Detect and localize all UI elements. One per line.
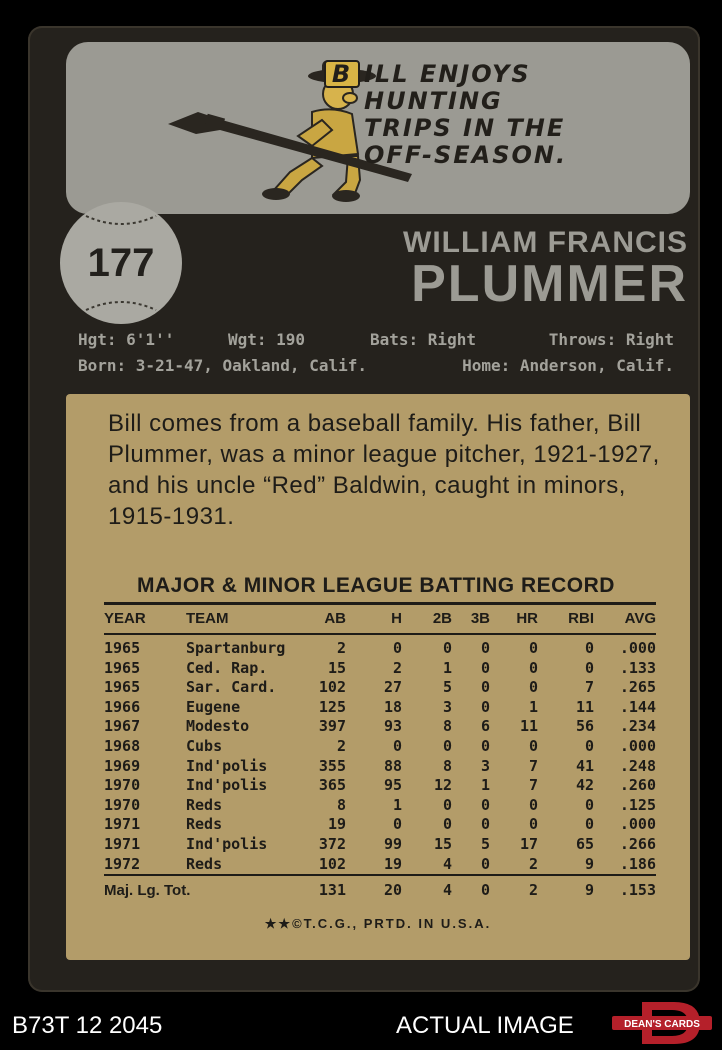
bio-panel [66,394,690,960]
caption-line-4: OFF-SEASON. [364,141,568,169]
table-cell: 42 [575,776,594,795]
col-hr: HR [490,608,538,634]
table-cell: Spartanburg [186,639,286,657]
table-cell: 0 [584,736,594,755]
table-cell: 0 [528,815,538,834]
table-cell: 102 [318,678,346,697]
record-rule [104,602,656,605]
table-cell: 56 [575,717,594,736]
table-cell: Cubs [186,736,223,755]
col-avg: AVG [594,608,656,634]
table-cell: 4 [442,854,452,873]
table-cell: .234 [619,717,656,736]
born-value: Born: 3-21-47, Oakland, Calif. [78,356,367,375]
table-cell: Modesto [186,717,250,736]
table-cell: Reds [186,815,223,834]
bio-text: Bill comes from a baseball family. His father, Bill Plummer, was a minor league pitcher, 1921-1927, and his uncle “Red” Baldwin, caught in minors, 1915-1931. [108,410,660,530]
inventory-code: B73T 12 2045 [12,1012,163,1039]
totals-avg: .153 [594,875,656,901]
table-cell: 0 [528,678,538,697]
table-cell: 11 [519,717,538,736]
table-row [104,776,656,796]
table-cell: 1965 [104,658,141,677]
table-row [104,796,656,816]
table-row [104,698,656,718]
record-title: MAJOR & MINOR LEAGUE BATTING RECORD [137,574,615,597]
table-cell: 2 [528,854,538,873]
table-cell: 0 [584,815,594,834]
table-row [104,815,656,835]
table-cell: 0 [480,658,490,677]
table-cell: 7 [584,678,594,697]
col-year: YEAR [104,608,166,634]
table-cell: 2 [392,658,402,677]
totals-h: 20 [346,875,402,901]
table-cell: 88 [383,756,402,775]
table-cell: 0 [480,815,490,834]
table-cell: 1972 [104,854,141,873]
table-cell: Ced. Rap. [186,658,268,677]
table-row [104,717,656,737]
table-cell: Reds [186,795,223,814]
table-cell: 0 [480,795,490,814]
table-row [104,855,656,876]
table-cell: 365 [318,776,346,795]
table-cell: 12 [433,776,452,795]
table-cell: 5 [442,678,452,697]
table-cell: 0 [584,795,594,814]
table-cell: 2 [336,639,346,657]
table-cell: 1965 [104,678,141,697]
col-h: H [346,608,402,634]
table-cell: 1 [442,658,452,677]
table-cell: Ind'polis [186,776,268,795]
table-cell: 1971 [104,834,141,853]
table-cell: 2 [336,736,346,755]
table-cell: 7 [528,776,538,795]
col-3b: 3B [452,608,490,634]
table-cell: Sar. Card. [186,678,277,697]
copyright-line: ★★©T.C.G., PRTD. IN U.S.A. [264,916,492,931]
bats-value: Bats: Right [370,330,476,349]
table-cell: 6 [480,717,490,736]
totals-label: Maj. Lg. Tot. [104,875,294,901]
player-first-names: WILLIAM FRANCIS [403,226,688,259]
totals-hr: 2 [490,875,538,901]
table-cell: 0 [442,815,452,834]
table-cell: 0 [584,658,594,677]
table-cell: 0 [392,736,402,755]
table-cell: 1 [480,776,490,795]
table-cell: 99 [383,834,402,853]
table-cell: 8 [336,795,346,814]
table-cell: Ind'polis [186,756,268,775]
table-cell: 0 [442,639,452,657]
table-cell: 0 [528,658,538,677]
weight-value: Wgt: 190 [228,330,306,349]
caption-line-1: ILL ENJOYS [364,60,531,88]
table-cell: 9 [584,854,594,873]
table-cell: 17 [519,834,538,853]
table-cell: 1970 [104,795,141,814]
table-cell: .000 [619,639,656,657]
table-cell: 93 [383,717,402,736]
card-back [28,26,700,992]
table-cell: 1967 [104,717,141,736]
deans-cards-logo-icon [612,1000,712,1046]
table-cell: 1971 [104,815,141,834]
table-cell: 0 [480,697,490,716]
table-body [104,634,656,875]
table-cell: 3 [442,697,452,716]
table-cell: 372 [318,834,346,853]
totals-2b: 4 [402,875,452,901]
totals-ab: 131 [294,875,346,901]
table-row [104,659,656,679]
table-header-row [104,608,656,634]
player-last-name: PLUMMER [411,255,688,313]
table-cell: 0 [392,639,402,657]
caption-initial: B [324,60,360,88]
table-row [104,757,656,777]
table-cell: 1968 [104,736,141,755]
table-cell: 0 [528,795,538,814]
table-row [104,835,656,855]
table-cell: .000 [619,736,656,755]
cartoon-caption [324,60,684,169]
batting-record-table [104,608,656,901]
table-cell: Eugene [186,697,241,716]
table-cell: 1 [528,697,538,716]
table-cell: 0 [480,678,490,697]
table-cell: Reds [186,854,223,873]
table-cell: .133 [619,658,656,677]
caption-line-3: TRIPS IN THE [364,114,566,142]
totals-3b: 0 [452,875,490,901]
table-cell: 0 [480,639,490,657]
table-cell: Ind'polis [186,834,268,853]
col-ab: AB [294,608,346,634]
table-cell: 95 [383,776,402,795]
throws-value: Throws: Right [548,330,674,349]
table-cell: 19 [327,815,346,834]
table-cell: 0 [528,736,538,755]
home-value: Home: Anderson, Calif. [462,356,674,375]
table-cell: 18 [383,697,402,716]
table-cell: .144 [619,697,656,716]
table-cell: 8 [442,756,452,775]
table-cell: 15 [433,834,452,853]
table-cell: 1970 [104,776,141,795]
table-cell: 19 [383,854,402,873]
table-cell: .186 [619,854,656,873]
table-row [104,678,656,698]
table-cell: 0 [392,815,402,834]
cartoon-panel [66,42,690,214]
table-cell: .248 [619,756,656,775]
table-cell: 27 [383,678,402,697]
table-cell: 41 [575,756,594,775]
table-cell: 125 [318,697,346,716]
logo-text: DEAN'S CARDS [624,1019,700,1030]
totals-row [104,875,656,901]
table-cell: 355 [318,756,346,775]
table-cell: 0 [528,639,538,657]
table-cell: .265 [619,678,656,697]
totals-rbi: 9 [538,875,594,901]
table-row [104,634,656,659]
table-cell: 11 [575,697,594,716]
height-value: Hgt: 6'1'' [78,330,175,349]
table-cell: 7 [528,756,538,775]
col-team: TEAM [166,608,294,634]
col-2b: 2B [402,608,452,634]
table-row [104,737,656,757]
table-cell: 102 [318,854,346,873]
table-cell: 5 [480,834,490,853]
table-cell: 1966 [104,697,141,716]
table-cell: 65 [575,834,594,853]
table-cell: 1965 [104,639,141,657]
table-cell: .000 [619,815,656,834]
table-cell: 1 [392,795,402,814]
table-cell: 0 [584,639,594,657]
table-cell: 15 [327,658,346,677]
table-cell: 0 [480,736,490,755]
table-cell: 8 [442,717,452,736]
col-rbi: RBI [538,608,594,634]
table-cell: 0 [480,854,490,873]
card-number: 177 [60,202,182,324]
table-cell: 3 [480,756,490,775]
table-cell: .260 [619,776,656,795]
table-cell: .266 [619,834,656,853]
table-cell: .125 [619,795,656,814]
table-cell: 397 [318,717,346,736]
table-cell: 1969 [104,756,141,775]
table-cell: 0 [442,736,452,755]
table-cell: 0 [442,795,452,814]
caption-line-2: HUNTING [364,87,503,115]
actual-image-label: ACTUAL IMAGE [396,1012,574,1039]
